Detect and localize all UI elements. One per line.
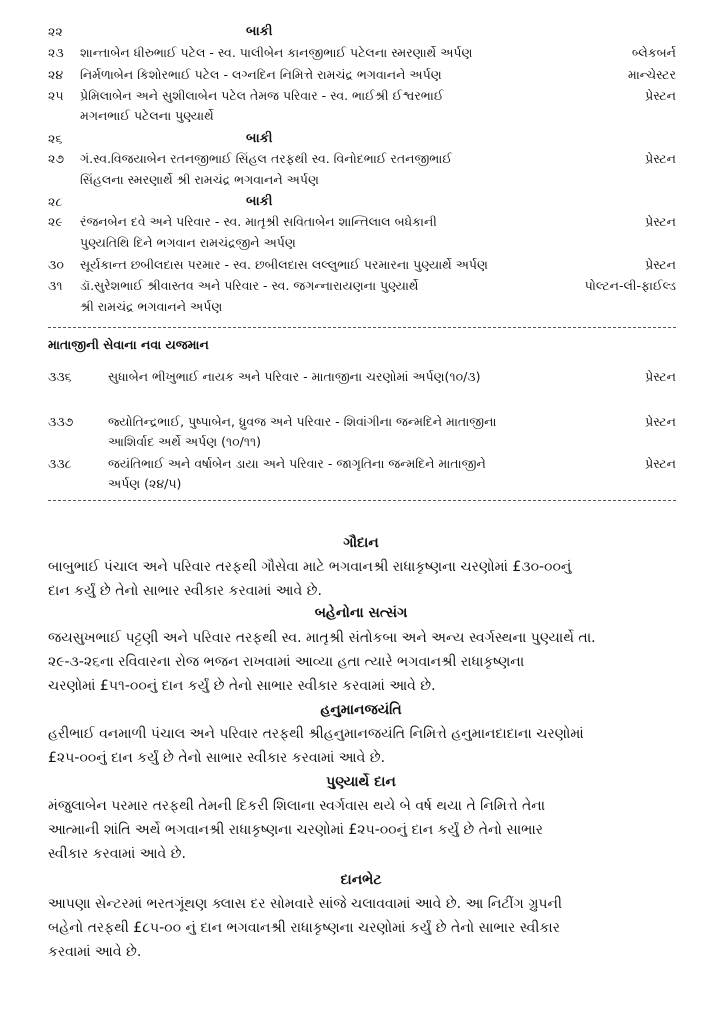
location: પ્રેસ્ટન (645, 257, 676, 272)
section-heading: માતાજીની સેવાના નવા યજમાન (48, 337, 209, 352)
section-title-satsang: બહેનોના સત્સંગ (314, 605, 408, 621)
host-text: સુધાબેન ભીખુભાઈ નાયક અને પરિવાર - માતાજીના ચરણોમાં અર્પણ(૧૦/૩) (108, 369, 481, 384)
location: માન્ચેસ્ટર (627, 67, 676, 82)
dedication-row (48, 212, 676, 232)
paragraph-line: ૨૯-૩-૨૬ના રવિવારના રોજ ભજન રાખવામાં આવ્યા હતા ત્યારે ભગવાનશ્રી રાધાકૃષ્ણના (48, 654, 525, 670)
dedication-row (48, 22, 676, 42)
remaining-label: બાકી (246, 131, 273, 146)
location: પોલ્ટન-લી-ફાઈલ્ડ (584, 278, 676, 293)
location: પ્રેસ્ટન (645, 88, 676, 103)
dedication-row (48, 43, 676, 63)
row-number: ૩૧ (48, 278, 63, 293)
paragraph-line: હરીભાઈ વનમાળી પંચાલ અને પરિવાર તરફથી શ્રીહનુમાનજયંતિ નિમિત્તે હનુમાનદાદાના ચરણોમાં (48, 726, 584, 742)
row-number: ૨૩ (48, 45, 64, 60)
row-number: ૨૨ (48, 24, 63, 39)
paragraph-line: મંજુલાબેન પરમાર તરફથી તેમની દિકરી શિલાના સ્વર્ગવાસ થયે બે વર્ષ થયા તે નિમિત્તે તેના (48, 798, 546, 814)
dedication-row (48, 276, 676, 296)
paragraph-line: સ્વીકાર કરવામાં આવે છે. (48, 846, 186, 862)
dedication-row (48, 149, 676, 169)
paragraph-line: £૨૫-૦૦નું દાન કર્યું છે તેનો સાભાર સ્વીકાર કરવામાં આવે છે. (48, 750, 386, 766)
dedication-text: નિર્મળાબેન કિશોરભાઈ પટેલ - લગ્નદિન નિમિત્તે રામચંદ્ર ભગવાનને અર્પણ (80, 67, 442, 82)
row-number: ૨૬ (48, 131, 63, 146)
row-number: ૩૩૭ (48, 414, 74, 429)
location: બ્લેકબર્ન (631, 45, 676, 60)
host-text-continued: આશિર્વાદ અર્થે અર્પણ (૧૦/૧૧) (108, 434, 261, 449)
paragraph-line: દાન કર્યું છે તેનો સાભાર સ્વીકાર કરવામાં આવે છે. (48, 583, 322, 599)
dashed-divider (48, 327, 676, 328)
remaining-label: બાકી (246, 194, 273, 209)
location: પ્રેસ્ટન (645, 214, 676, 229)
section-title-gaudan: ગૌદાન (343, 535, 379, 551)
remaining-label: બાકી (246, 24, 273, 39)
paragraph-line: બહેનો તરફથી £૮૫-૦૦ નું દાન ભગવાનશ્રી રાધાકૃષ્ણના ચરણોમાં કર્યું છે તેનો સાભાર સ્વીકાર (48, 920, 560, 936)
location: પ્રેસ્ટન (645, 151, 676, 166)
dedication-row (48, 255, 676, 275)
section-title-punyarthe-daan: પુણ્યાર્થે દાન (326, 774, 396, 790)
dedication-text: પ્રેમિલાબેન અને સુશીલાબેન પટેલ તેમજ પરિવાર - સ્વ. ભાઈશ્રી ઈશ્વરભાઈ (80, 88, 444, 103)
dedication-text: ડૉ.સુરેશભાઈ શ્રીવાસ્તવ અને પરિવાર - સ્વ. જગન્નારાયણના પુણ્યાર્થે (80, 278, 419, 293)
dedication-text: સૂર્યકાન્ત છબીલદાસ પરમાર - સ્વ. છબીલદાસ લલ્લુભાઈ પરમારના પુણ્યાર્થે અર્પણ (80, 257, 488, 272)
dedication-text: ગં.સ્વ.વિજયાબેન રતનજીભાઈ સિંહલ તરફથી સ્વ. વિનોદભાઈ રતનજીભાઈ (80, 151, 452, 166)
paragraph-line: ચરણોમાં £૫૧-૦૦નું દાન કર્યું છે તેનો સાભાર સ્વીકાર કરવામાં આવે છે. (48, 678, 436, 694)
dedication-text: રંજનબેન દવે અને પરિવાર - સ્વ. માતૃશ્રી સવિતાબેન શાન્તિલાલ બધેકાની (80, 214, 437, 229)
dedication-row (48, 192, 676, 212)
dedication-row (48, 86, 676, 106)
location: પ્રેસ્ટન (645, 456, 676, 471)
location: પ્રેસ્ટન (645, 414, 676, 429)
row-number: ૨૭ (48, 151, 65, 166)
row-number: ૨૫ (48, 88, 64, 103)
dedication-text-continued: પુણ્યતિથિ દિને ભગવાન રામચંદ્રજીને અર્પણ (80, 235, 296, 250)
host-text: જયંતિભાઈ અને વર્ષાબેન ડાયા અને પરિવાર - જાગૃતિના જન્મદિને માતાજીને (108, 456, 486, 471)
row-number: ૩૩૮ (48, 456, 72, 471)
row-number: ૨૯ (48, 214, 63, 229)
dedication-text-continued: શ્રી રામચંદ્ર ભગવાનને અર્પણ (80, 299, 223, 314)
row-number: ૩૩૬ (48, 369, 72, 384)
row-number: ૨૪ (48, 67, 64, 82)
section-title-daanbhet: દાનભેટ (340, 872, 382, 888)
row-number: ૨૮ (48, 194, 63, 209)
dedication-row (48, 129, 676, 149)
location: પ્રેસ્ટન (645, 369, 676, 384)
host-text-continued: અર્પણ (૨૪/૫) (108, 476, 182, 491)
paragraph-line: કરવામાં આવે છે. (48, 944, 142, 960)
section-title-hanuman-jayanti: હનુમાનજયંતિ (320, 702, 402, 718)
dedication-text-continued: સિંહલના સ્મરણાર્થે શ્રી રામચંદ્ર ભગવાનને અર્પણ (80, 172, 319, 187)
paragraph-line: આત્માની શાંતિ અર્થે ભગવાનશ્રી રાધાકૃષ્ણના ચરણોમાં £૨૫-૦૦નું દાન કર્યું છે તેનો સાભાર (48, 822, 543, 838)
paragraph-line: આપણા સેન્ટરમાં ભરતગૂંથણ ક્લાસ દર સોમવારે સાંજે ચલાવવામાં આવે છે. આ નિટીંગ ગ્રુપની (48, 896, 562, 912)
dedication-row (48, 65, 676, 85)
dedication-text-continued: મગનભાઈ પટેલના પુણ્યાર્થે (80, 108, 214, 123)
dedication-text: શાન્તાબેન ધીરુભાઈ પટેલ - સ્વ. પાલીબેન કાનજીભાઈ પટેલના સ્મરણાર્થે અર્પણ (80, 45, 473, 60)
host-text: જ્યોતિન્દ્રભાઈ, પુષ્પાબેન, ધ્રુવજ અને પરિવાર - શિવાંગીના જન્મદિને માતાજીના (108, 414, 497, 429)
row-number: ૩૦ (48, 257, 64, 272)
paragraph-line: બાબુભાઈ પંચાલ અને પરિવાર તરફથી ગૌસેવા માટે ભગવાનશ્રી રાધાકૃષ્ણના ચરણોમાં £૩૦-૦૦નું (48, 559, 572, 575)
paragraph-line: જયસુખભાઈ પટ્ટણી અને પરિવાર તરફથી સ્વ. માતૃશ્રી સંતોકબા અને અન્ય સ્વર્ગસ્થના પુણ્યાર્થે તા. (48, 630, 596, 646)
dashed-divider (48, 500, 676, 501)
